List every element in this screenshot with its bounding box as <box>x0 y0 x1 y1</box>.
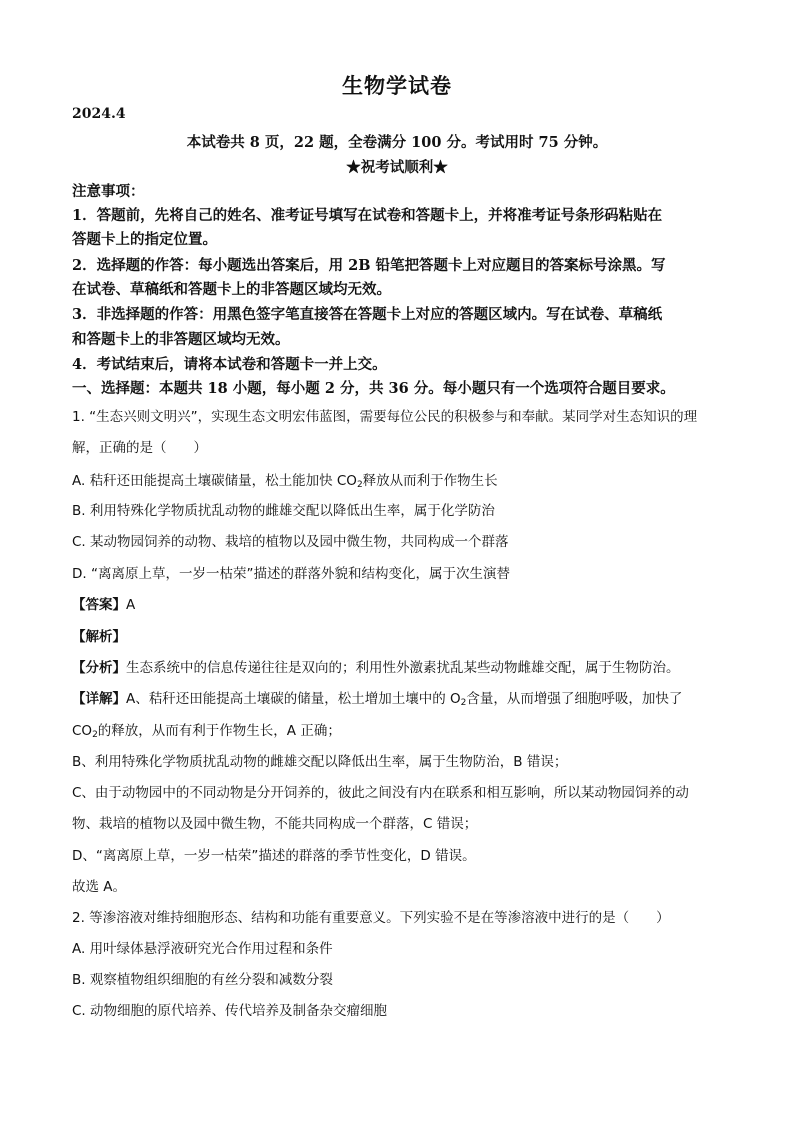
notice-heading: 注意事项： <box>72 183 145 200</box>
q1-detail-c-cont: 物、栽培的植物以及园中微生物，不能共同构成一个群落，C 错误； <box>72 816 478 832</box>
q1-option-b: B. 利用特殊化学物质扰乱动物的雌雄交配以降低出生率，属于化学防治 <box>72 503 495 519</box>
q1-answer: 【答案】A <box>72 597 136 613</box>
page-title: 生物学试卷 <box>342 73 452 98</box>
q1-option-c: C. 某动物园饲养的动物、栽培的植物以及园中微生物，共同构成一个群落 <box>72 534 509 550</box>
q2-option-b: B. 观察植物组织细胞的有丝分裂和减数分裂 <box>72 972 333 988</box>
q2-option-a: A. 用叶绿体悬浮液研究光合作用过程和条件 <box>72 941 333 957</box>
good-luck-line: ★祝考试顺利★ <box>346 159 448 176</box>
q2-stem: 2. 等渗溶液对维持细胞形态、结构和功能有重要意义。下列实验不是在等渗溶液中进行的是（ ） <box>72 910 670 926</box>
exam-date: 2024.4 <box>72 106 126 122</box>
notice-item-3-cont: 和答题卡上的非答题区域均无效。 <box>72 331 290 348</box>
q1-detail-a: 【详解】A、秸秆还田能提高土壤碳的储量，松土增加土壤中的 $O_2$含量，从而增强了细胞呼吸，加快了 <box>72 691 683 708</box>
q1-option-a: A. 秸秆还田能提高土壤碳储量，松土能加快 $CO_2$释放从而利于作物生长 <box>72 473 498 490</box>
notice-item-1-cont: 答题卡上的指定位置。 <box>72 231 217 248</box>
q2-option-c: C. 动物细胞的原代培养、传代培养及制备杂交瘤细胞 <box>72 1003 388 1019</box>
notice-item-1: 1．答题前，先将自己的姓名、准考证号填写在试卷和答题卡上，并将准考证号条形码粘贴在 <box>72 207 663 224</box>
q1-analysis-label: 【解析】 <box>72 629 126 645</box>
q1-conclusion: 故选 A。 <box>72 879 127 895</box>
q1-detail-b: B、利用特殊化学物质扰乱动物的雌雄交配以降低出生率，属于生物防治，B 错误； <box>72 754 568 770</box>
q1-fenxi: 【分析】生态系统中的信息传递往往是双向的；利用性外激素扰乱某些动物雌雄交配，属于生物防治。 <box>72 660 680 676</box>
q1-stem-cont: 解，正确的是（ ） <box>72 440 207 456</box>
notice-item-2: 2．选择题的作答：每小题选出答案后，用 2B 铅笔把答题卡上对应题目的答案标号涂黑。写 <box>72 257 666 274</box>
notice-item-3: 3．非选择题的作答：用黑色签字笔直接答在答题卡上对应的答题区域内。写在试卷、草稿纸 <box>72 306 663 323</box>
exam-info: 本试卷共 8 页，22 题，全卷满分 100 分。考试用时 75 分钟。 <box>186 134 608 151</box>
notice-item-2-cont: 在试卷、草稿纸和答题卡上的非答题区域均无效。 <box>72 281 391 298</box>
q1-detail-a-cont: $CO_2$的释放，从而有利于作物生长，A 正确； <box>72 723 341 740</box>
q1-stem: 1. “生态兴则文明兴”，实现生态文明宏伟蓝图，需要每位公民的积极参与和奉献。某同学对生态知识的理 <box>72 409 698 425</box>
q1-detail-d: D、“离离原上草，一岁一枯荣”描述的群落的季节性变化，D 错误。 <box>72 848 476 864</box>
section-heading: 一、选择题：本题共 18 小题，每小题 2 分，共 36 分。每小题只有一个选项符合题目要求。 <box>72 380 675 397</box>
q1-detail-c: C、由于动物园中的不同动物是分开饲养的，彼此之间没有内在联系和相互影响，所以某动物园饲养的动 <box>72 785 689 801</box>
q1-option-d: D. “离离原上草，一岁一枯荣”描述的群落外貌和结构变化，属于次生演替 <box>72 566 510 582</box>
notice-item-4: 4．考试结束后，请将本试卷和答题卡一并上交。 <box>72 356 387 373</box>
